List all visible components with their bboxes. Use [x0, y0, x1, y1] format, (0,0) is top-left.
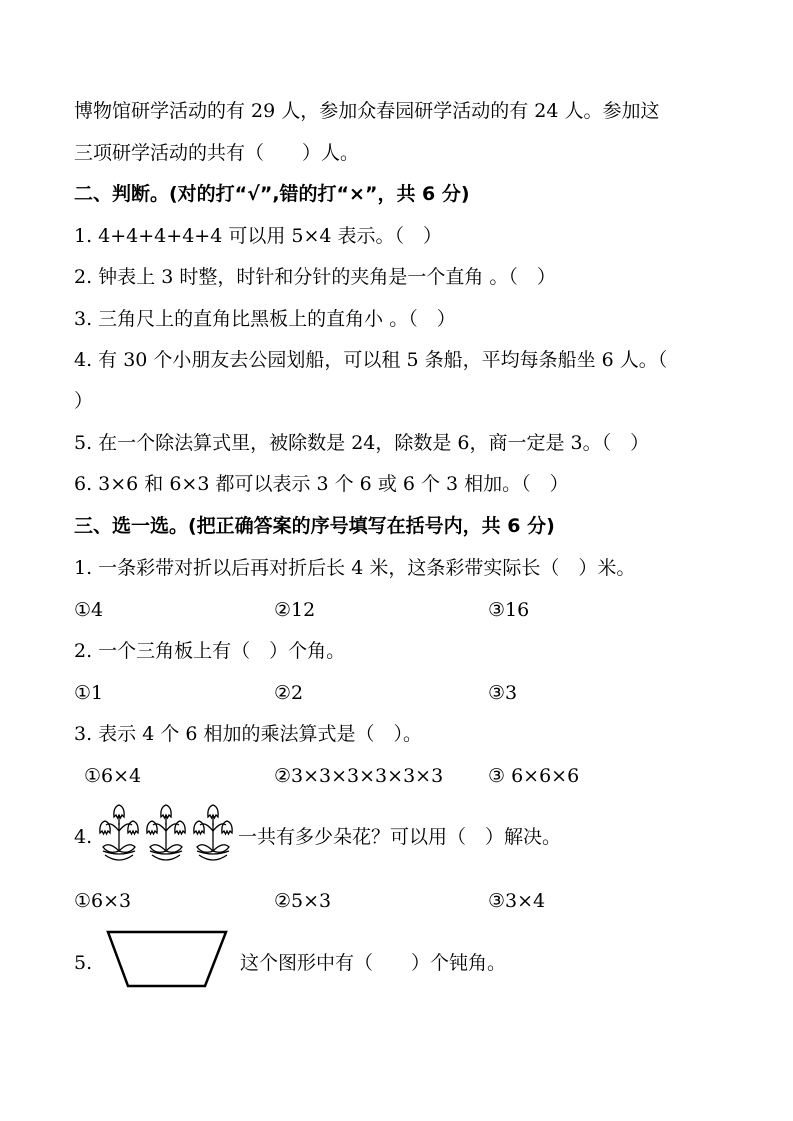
choice-q2-option-1: ①1: [74, 682, 104, 704]
choice-q3: 3. 表示 4 个 6 相加的乘法算式是（ ）。: [74, 723, 423, 745]
choice-q2-option-2: ②2: [274, 682, 304, 704]
choice-q4: 一共有多少朵花？可以用（ ）解决。: [238, 826, 562, 848]
judge-item-4: 4. 有 30 个小朋友去公园划船，可以租 5 条船，平均每条船坐 6 人。（: [74, 349, 668, 371]
judge-item-3: 3. 三角尺上的直角比黑板上的直角小 。（ ）: [74, 308, 456, 330]
choice-q5: 这个图形中有（ ）个钝角。: [240, 952, 507, 974]
flower-pot-2: [147, 805, 185, 860]
judge-item-1: 1. 4+4+4+4+4 可以用 5×4 表示。（ ）: [74, 225, 443, 247]
choice-q4-number: 4.: [74, 826, 93, 848]
choice-q1-option-2: ②12: [274, 599, 316, 621]
flower-pots-picture: [96, 803, 236, 869]
choice-q5-number: 5.: [74, 952, 93, 974]
intro-line-2: 三项研学活动的共有（ ）人。: [74, 142, 360, 164]
section2-heading: 二、判断。(对的打“√”,错的打“×”，共 6 分): [74, 183, 470, 205]
choice-q3-option-1: ①6×4: [84, 765, 142, 787]
choice-q4-option-2: ②5×3: [274, 890, 332, 912]
flower-pot-1: [100, 805, 138, 860]
judge-item-6: 6. 3×6 和 6×3 都可以表示 3 个 6 或 6 个 3 相加。（ ）: [74, 473, 569, 495]
choice-q4-option-3: ③3×4: [488, 890, 546, 912]
choice-q3-option-3: ③ 6×6×6: [488, 765, 580, 787]
judge-item-4-cont: ）: [74, 390, 94, 412]
judge-item-5: 5. 在一个除法算式里，被除数是 24，除数是 6，商一定是 3。（ ）: [74, 432, 650, 454]
judge-item-2: 2. 钟表上 3 时整，时针和分针的夹角是一个直角 。（ ）: [74, 266, 556, 288]
choice-q1-option-3: ③16: [488, 599, 530, 621]
choice-q2: 2. 一个三角板上有（ ）个角。: [74, 640, 346, 662]
intro-line-1: 博物馆研学活动的有 29 人，参加众春园研学活动的有 24 人。参加这: [74, 100, 660, 122]
choice-q2-option-3: ③3: [488, 682, 518, 704]
section3-heading: 三、选一选。(把正确答案的序号填写在括号内，共 6 分): [74, 515, 555, 537]
choice-q3-option-2: ②3×3×3×3×3×3: [274, 765, 444, 787]
choice-q4-option-1: ①6×3: [74, 890, 132, 912]
choice-q1-option-1: ①4: [74, 599, 104, 621]
choice-q1: 1. 一条彩带对折以后再对折后长 4 米，这条彩带实际长（ ）米。: [74, 557, 636, 579]
trapezoid-shape: [104, 928, 230, 990]
flower-pot-3: [194, 805, 232, 860]
